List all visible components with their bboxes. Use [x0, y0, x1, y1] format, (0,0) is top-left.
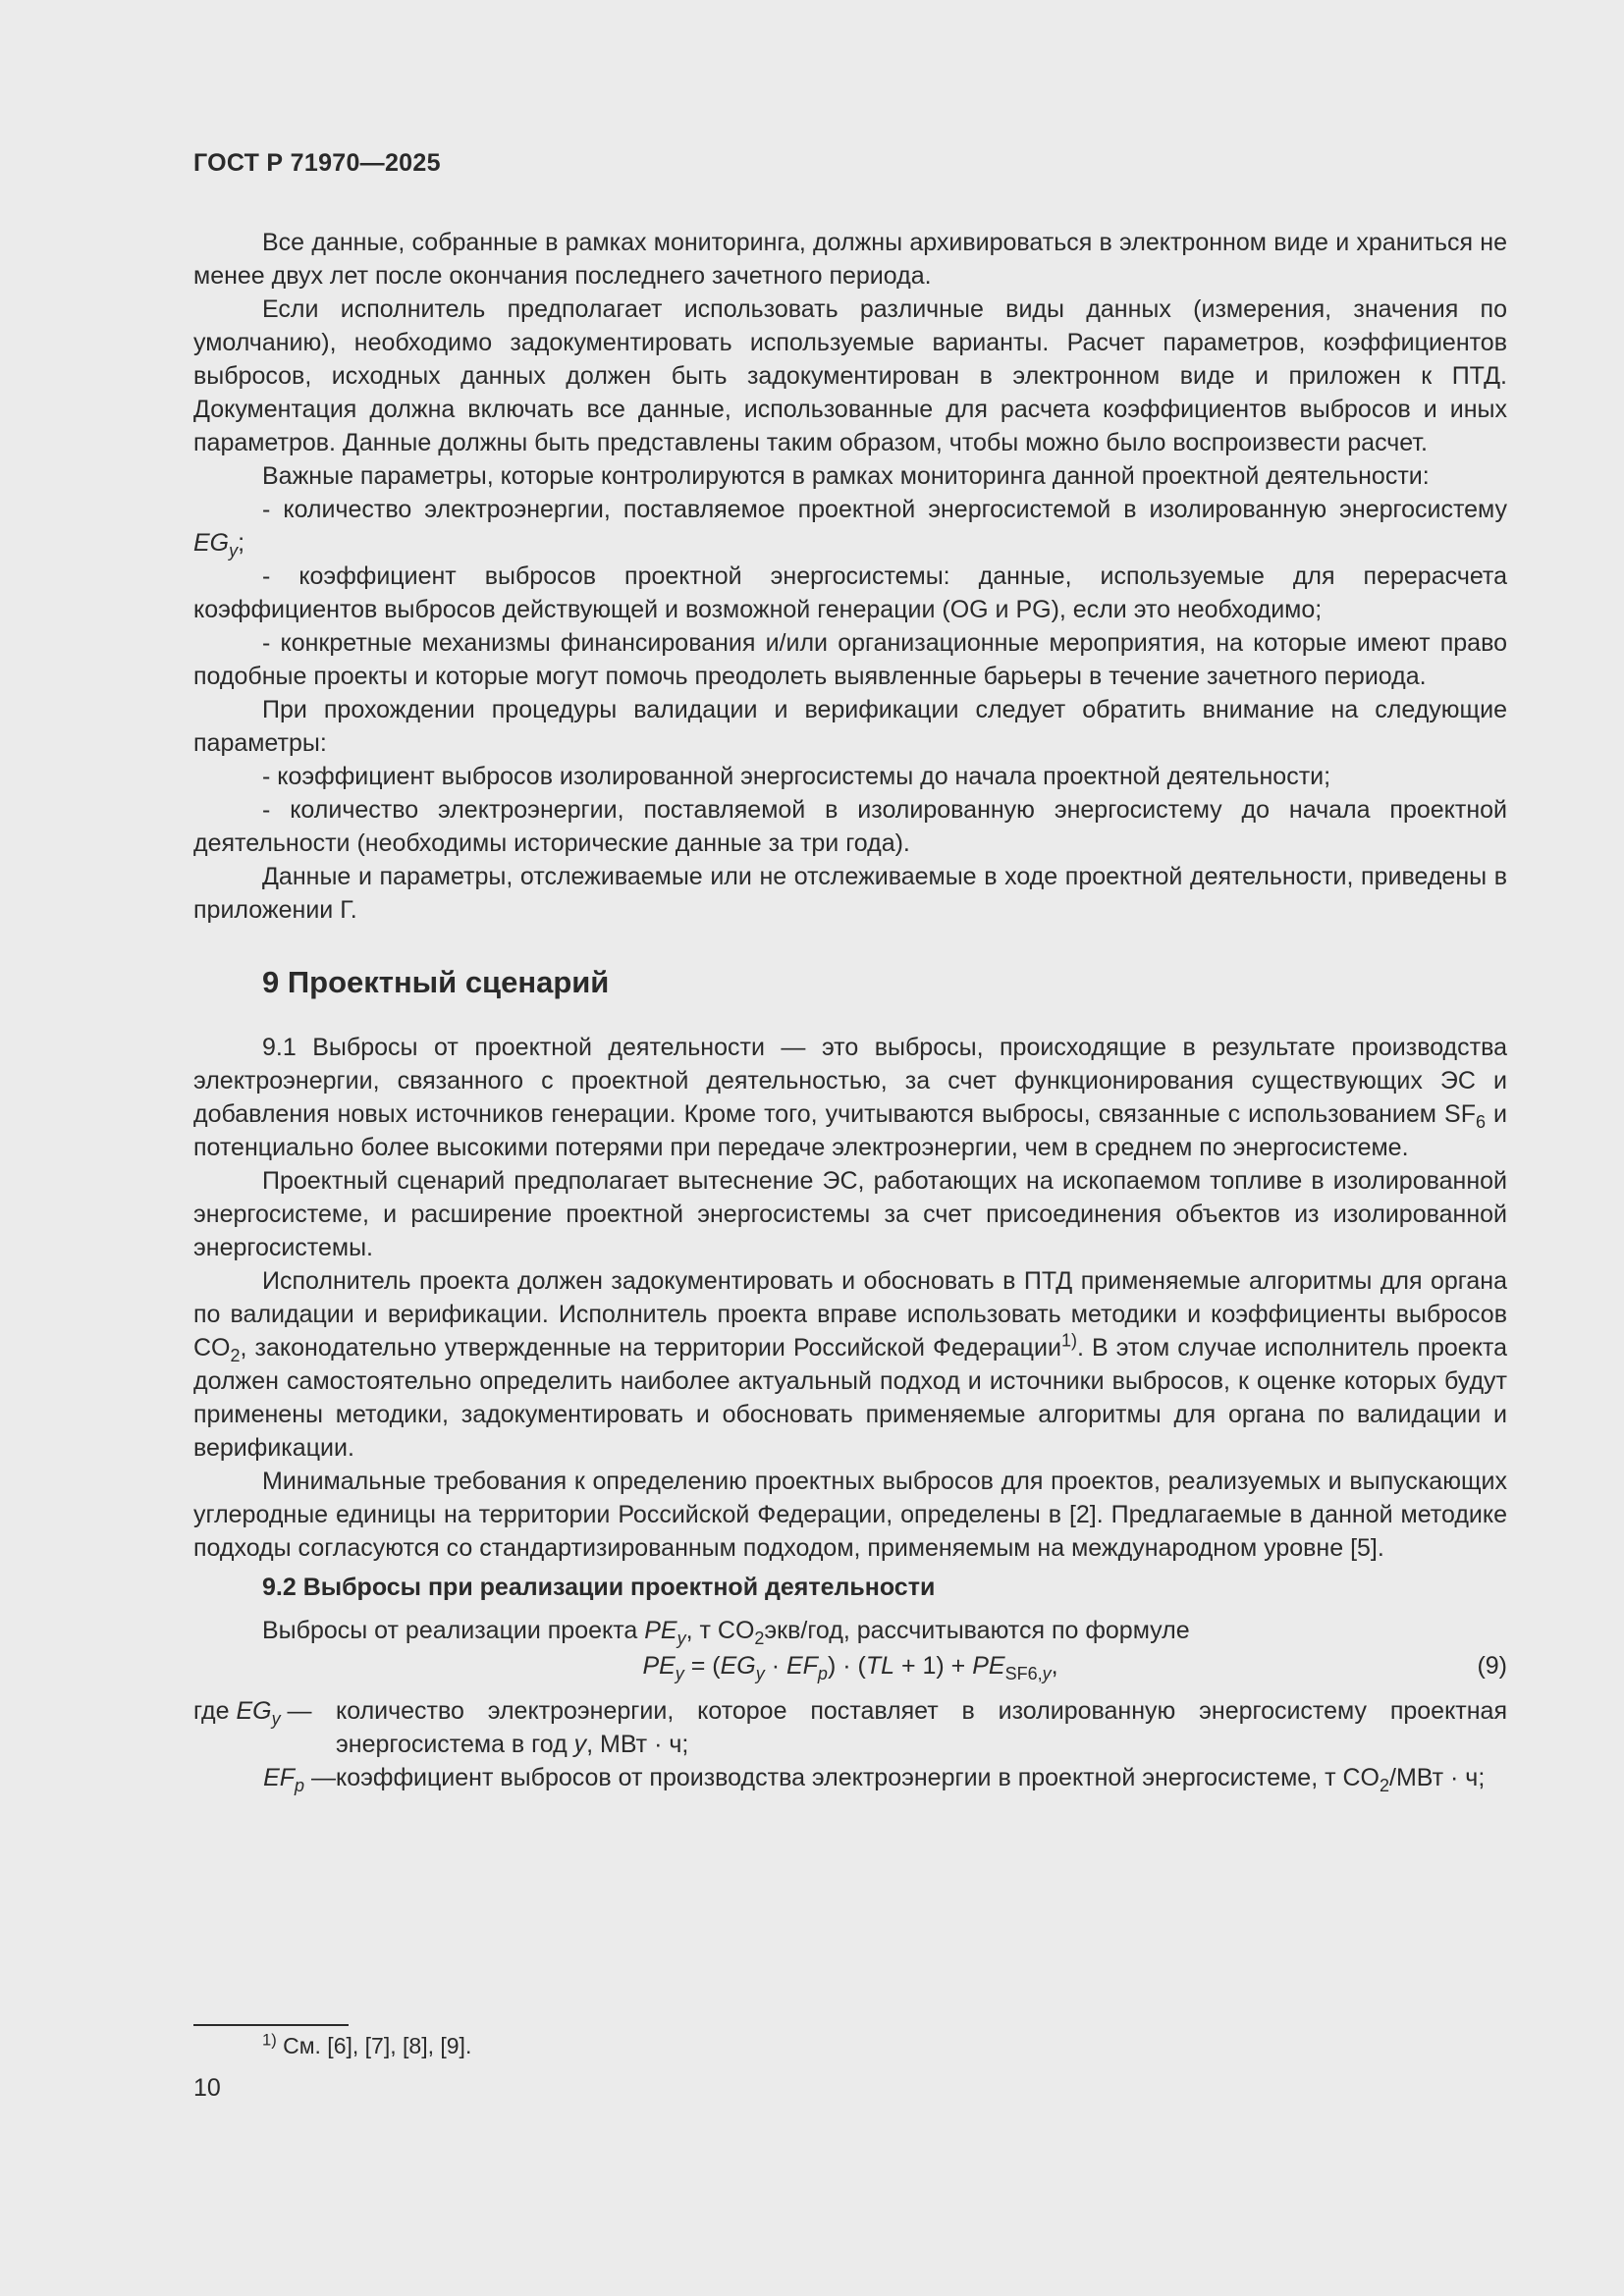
list-item: - коэффициент выбросов проектной энергосистемы: данные, используемые для перерасчета коэффициентов выбросов действующей и возможной генерации (OG и PG), если это необходимо;	[193, 562, 1507, 623]
paragraph: Все данные, собранные в рамках мониторинга, должны архивироваться в электронном виде и храниться не менее двух лет после окончания последнего зачетного периода.	[193, 229, 1507, 290]
paragraph: При прохождении процедуры валидации и верификации следует обратить внимание на следующие параметры:	[193, 696, 1507, 757]
paragraph: Данные и параметры, отслеживаемые или не отслеживаемые в ходе проектной деятельности, приведены в приложении Г.	[193, 863, 1507, 924]
variable: PE	[642, 1652, 676, 1680]
subscript: SF	[1004, 1664, 1028, 1683]
equation-number: (9)	[1477, 1652, 1507, 1680]
text-run: и потенциально более высокими потерями при передаче электроэнергии, чем в среднем по энергосистеме.	[193, 1100, 1507, 1161]
variable: EF	[785, 1652, 818, 1680]
text-run: где	[193, 1697, 237, 1725]
subscript: y	[677, 1629, 686, 1648]
subscript: 2	[1380, 1776, 1390, 1795]
definition-term	[193, 1694, 336, 1761]
variable: EG	[720, 1652, 756, 1680]
paragraph: Проектный сценарий предполагает вытеснение ЭС, работающих на ископаемом топливе в изолированной энергосистеме, и расширение проектной энергосистемы за счет присоединения объектов из изолированной энергосистемы.	[193, 1167, 1507, 1261]
definition-text	[336, 1761, 1507, 1794]
footnote-marker: 1)	[262, 2030, 277, 2050]
text-run: ;	[238, 529, 245, 557]
operator: ·	[764, 1652, 786, 1680]
subscript: p	[817, 1664, 828, 1683]
list-item: - конкретные механизмы финансирования и/или организационные мероприятия, на которые имеют право подобные проекты и которые могут помочь преодолеть выявленные барьеры в течение зачетного периода.	[193, 629, 1507, 690]
variable: PE	[972, 1652, 1005, 1680]
document-body	[193, 226, 1507, 1794]
text-run: экв/год, рассчитываются по формуле	[764, 1617, 1190, 1644]
dash: —	[304, 1764, 336, 1791]
text-run: /МВт · ч;	[1389, 1764, 1486, 1791]
text-run: коэффициент выбросов от производства электроэнергии в проектной энергосистеме, т CO	[336, 1764, 1380, 1791]
punctuation: ,	[1051, 1652, 1058, 1680]
operator: = (	[683, 1652, 721, 1680]
footnote-text: См. [6], [7], [8], [9].	[276, 2033, 472, 2058]
formula	[193, 1649, 1507, 1682]
section-heading: 9 Проектный сценарий	[262, 965, 610, 999]
footnote-separator	[193, 2024, 349, 2026]
text-run: , законодательно утвержденные на территории Российской Федерации	[240, 1334, 1061, 1362]
paragraph: Минимальные требования к определению проектных выбросов для проектов, реализуемых и выпускающих углеродные единицы на территории Российской Федерации, определены в [2]. Предлагаемые в данной методике подходы согласуются со стандартизированным подходом, применяемым на международном уровне [5].	[193, 1468, 1507, 1562]
operator: + 1) +	[894, 1652, 973, 1680]
paragraph	[193, 1264, 1507, 1465]
document-header: ГОСТ Р 71970—2025	[193, 149, 441, 177]
text-run: 9.1 Выбросы от проектной деятельности — это выбросы, происходящие в результате производства электроэнергии, связанного с проектной деятельностью, за счет функционирования существующих ЭС и добавления новых источников генерации. Кроме того, учитываются выбросы, связанные с использованием SF	[193, 1034, 1507, 1128]
paragraph	[193, 1031, 1507, 1164]
subscript: 6	[1475, 1112, 1486, 1132]
formula-intro	[193, 1614, 1507, 1647]
text-run: - количество электроэнергии, поставляемое проектной энергосистемой в изолированную энергосистему	[262, 496, 1507, 523]
variable: y	[573, 1731, 587, 1758]
definition-term	[193, 1761, 336, 1794]
page-number: 10	[193, 2074, 221, 2102]
subscript: y	[271, 1709, 281, 1729]
subsection-heading: 9.2 Выбросы при реализации проектной деятельности	[262, 1574, 936, 1601]
subscript: 2	[230, 1346, 241, 1365]
paragraph: Если исполнитель предполагает использовать различные виды данных (измерения, значения по умолчанию), необходимо задокументировать используемые варианты. Расчет параметров, коэффициентов выбросов, исходных данных должен быть задокументирован в электронном виде и приложен к ПТД. Документация должна включать все данные, использованные для расчета коэффициентов выбросов и иных параметров. Данные должны быть представлены таким образом, чтобы можно было воспроизвести расчет.	[193, 295, 1507, 456]
paragraph: Важные параметры, которые контролируются в рамках мониторинга данной проектной деятельности:	[262, 462, 1430, 490]
variable: EF	[263, 1764, 296, 1791]
text-run: количество электроэнергии, которое поставляет в изолированную энергосистему проектная энергосистема в год	[336, 1697, 1507, 1758]
definition-text	[336, 1694, 1507, 1761]
variable: EG	[236, 1697, 272, 1725]
text-run: Выбросы от реализации проекта	[262, 1617, 645, 1644]
subscript: 2	[754, 1629, 765, 1648]
text-run: , МВт · ч;	[586, 1731, 689, 1758]
variable: PE	[644, 1617, 677, 1644]
subscript: y	[675, 1664, 684, 1683]
variable: TL	[865, 1652, 894, 1680]
text-run: . В этом случае исполнитель проекта должен самостоятельно определить наиболее актуальный подход и источники выбросов, к оценке которых будут применены методики, задокументировать и обосновать применяемые алгоритмы для органа по валидации и верификации.	[193, 1334, 1507, 1462]
operator: ) · (	[827, 1652, 866, 1680]
formula-block	[193, 1649, 1507, 1688]
variable-definitions	[193, 1694, 1507, 1794]
text-run: Исполнитель проекта должен задокументировать и обосновать в ПТД применяемые алгоритмы для органа по валидации и верификации. Исполнитель проекта вправе использовать методики и коэффициенты выбросов CO	[193, 1267, 1507, 1362]
definition-item	[193, 1694, 1507, 1761]
dash: —	[280, 1697, 312, 1725]
footnote	[262, 2030, 472, 2059]
subscript: p	[295, 1776, 305, 1795]
variable: EG	[193, 529, 230, 557]
subscript: y	[755, 1664, 765, 1683]
footnote-ref[interactable]: 1)	[1060, 1330, 1077, 1351]
definition-item	[193, 1761, 1507, 1794]
subscript: 6,	[1027, 1664, 1043, 1683]
list-item: - коэффициент выбросов изолированной энергосистемы до начала проектной деятельности;	[262, 763, 1331, 790]
list-item	[193, 493, 1507, 560]
text-run: , т CO	[685, 1617, 755, 1644]
list-item: - количество электроэнергии, поставляемой в изолированную энергосистему до начала проектной деятельности (необходимы исторические данные за три года).	[193, 796, 1507, 857]
subscript: y	[229, 541, 239, 561]
subscript: y	[1042, 1664, 1052, 1683]
